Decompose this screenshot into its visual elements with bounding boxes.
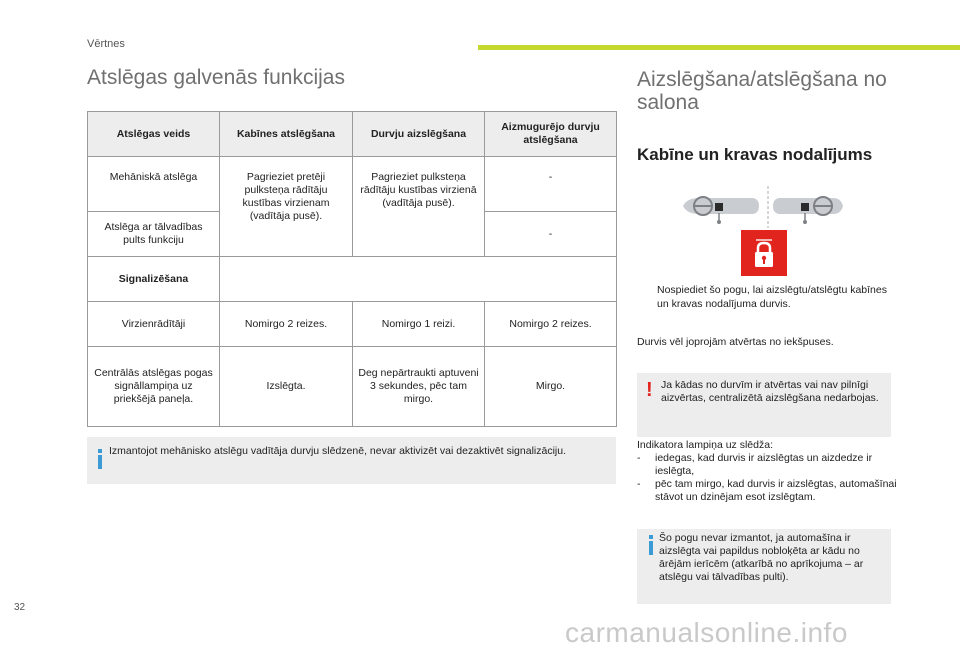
info-icon [644, 535, 658, 555]
table-cell: Atslēga ar tālvadības pults funkciju [88, 212, 220, 257]
table-header: Aizmugurējo durvju atslēgšana [485, 112, 617, 157]
table-header: Atslēgas veids [88, 112, 220, 157]
table-row [88, 347, 617, 427]
table-cell: Mehāniskā atslēga [88, 157, 220, 212]
table-cell: Virzienrādītāji [88, 302, 220, 347]
watermark: carmanualsonline.info [565, 617, 848, 648]
table-cell: - [485, 157, 617, 212]
info-note-text: Šo pogu nevar izmantot, ja automašīna ir aizslēgta vai papildus nobloķēta ar kādu no ārējām ierīcēm (atkarībā no aprīkojuma – ar atslēgu vai tālvadības pulti). [659, 532, 864, 583]
table-header-row [88, 112, 617, 157]
warning-icon: ! [646, 379, 653, 401]
indicator-description [637, 439, 897, 504]
warning-text: Ja kādas no durvīm ir atvērtas vai nav pilnīgi aizvērtas, centralizētā aizslēgšana nedarbojas. [661, 379, 879, 404]
table-row [88, 157, 617, 212]
list-item: - iedegas, kad durvis ir aizslēgtas un aizdedze ir ieslēgta, [637, 452, 873, 477]
table-cell: Nomirgo 2 reizes. [220, 302, 353, 347]
key-functions-table [87, 111, 617, 427]
list-item-text: iedegas, kad durvis ir aizslēgtas un aizdedze ir ieslēgta, [655, 452, 873, 477]
info-note-text: Izmantojot mehānisko atslēgu vadītāja durvju slēdzenē, nevar aktivizēt vai dezaktivēt signalizāciju. [109, 445, 566, 457]
warning-note [637, 373, 891, 437]
info-icon [93, 449, 107, 469]
table-cell: - [485, 212, 617, 257]
list-item-text: pēc tam mirgo, kad durvis ir aizslēgtas, automašīnai stāvot un dzinējam esot izslēgtam. [655, 478, 897, 503]
info-note [637, 529, 891, 604]
table-cell: Deg nepārtraukti aptuveni 3 sekundes, pēc tam mirgo. [353, 347, 485, 427]
table-section-row [88, 257, 617, 302]
table-row [88, 302, 617, 347]
table-header: Kabīnes atslēgšana [220, 112, 353, 157]
table-cell [220, 257, 617, 302]
table-cell: Pagrieziet pulksteņa rādītāju kustības virzienā (vadītāja pusē). [353, 157, 485, 257]
table-cell: Izslēgta. [220, 347, 353, 427]
list-item: - pēc tam mirgo, kad durvis ir aizslēgtas, automašīnai stāvot un dzinējam esot izslēgtam. [637, 478, 897, 503]
table-section-label: Signalizēšana [88, 257, 220, 302]
table-header: Durvju aizslēgšana [353, 112, 485, 157]
table-cell: Mirgo. [485, 347, 617, 427]
padlock-icon [741, 230, 787, 276]
section-accent-bar [478, 45, 960, 50]
table-cell: Pagrieziet pretēji pulksteņa rādītāju kustības virzienam (vadītāja pusē). [220, 157, 353, 257]
page-number: 32 [14, 602, 26, 613]
dashboard-illustration [683, 186, 843, 228]
table-cell: Centrālās atslēgas pogas signāllampiņa uz priekšējā paneļa. [88, 347, 220, 427]
table-cell: Nomirgo 1 reizi. [353, 302, 485, 347]
instruction-text: Nospiediet šo pogu, lai aizslēgtu/atslēgtu kabīnes un kravas nodalījuma durvis. [657, 284, 887, 310]
info-note [87, 437, 616, 484]
section-title: Aizslēgšana/atslēgšana no salona [637, 68, 887, 114]
table-cell: Nomirgo 2 reizes. [485, 302, 617, 347]
page-title: Atslēgas galvenās funkcijas [87, 66, 345, 89]
central-lock-button [741, 230, 787, 276]
subsection-title: Kabīne un kravas nodalījums [637, 145, 873, 164]
section-label: Vērtnes [87, 38, 125, 50]
paragraph: Durvis vēl joprojām atvērtas no iekšpuses. [637, 336, 834, 348]
indicator-intro: Indikatora lampiņa uz slēdža: [637, 439, 773, 451]
